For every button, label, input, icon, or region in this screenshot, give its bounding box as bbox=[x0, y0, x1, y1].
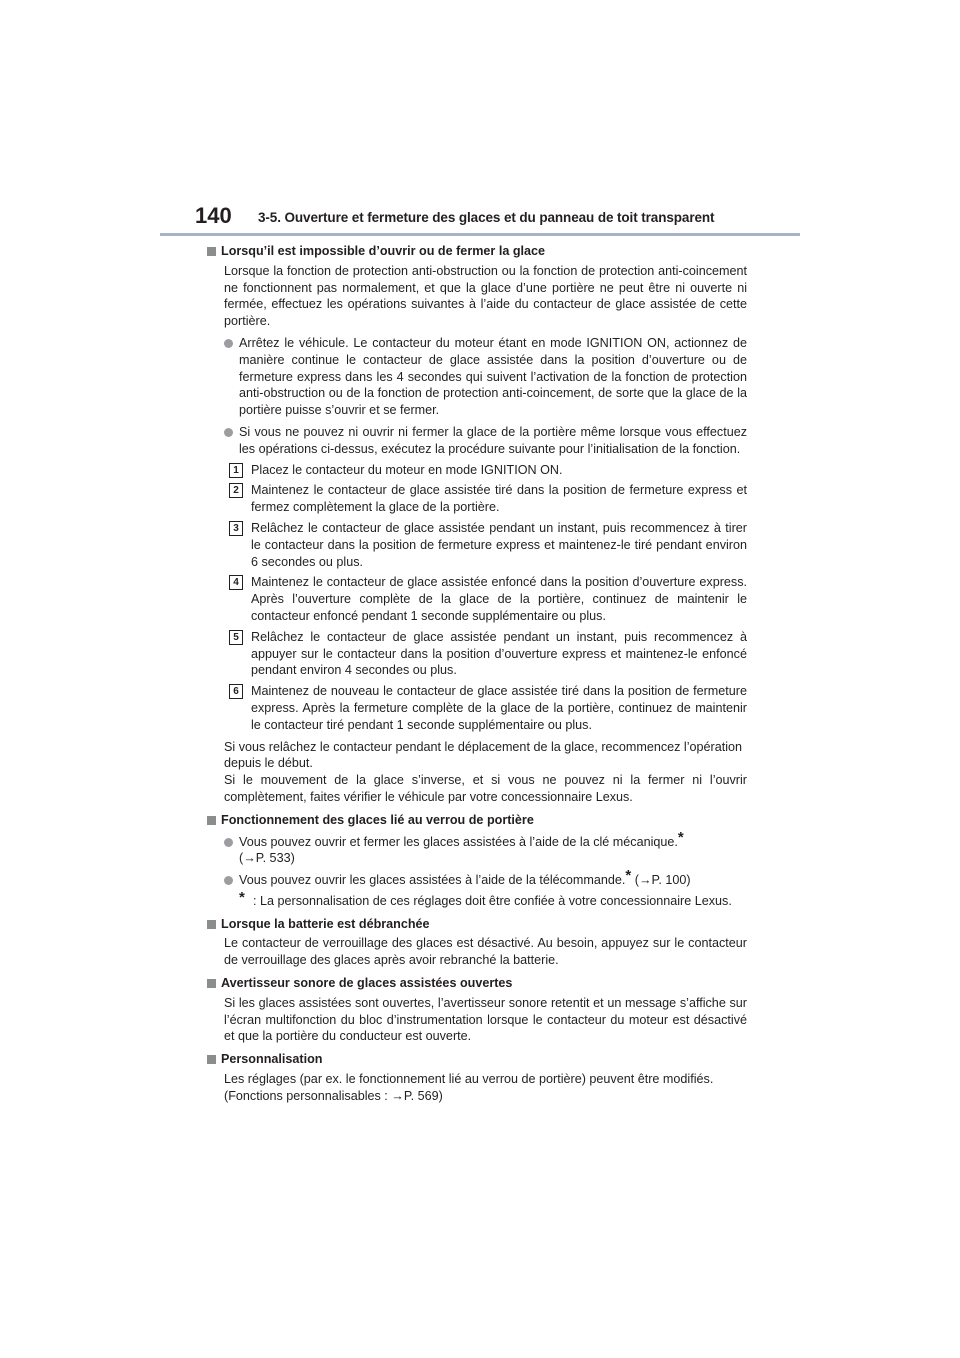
section-open-window-buzzer bbox=[207, 975, 747, 1045]
step-item bbox=[207, 482, 747, 516]
square-bullet-icon bbox=[207, 1055, 216, 1064]
section-door-lock-windows bbox=[207, 812, 747, 910]
page-reference: (→P. 100) bbox=[634, 873, 691, 888]
step-item bbox=[207, 629, 747, 679]
square-bullet-icon bbox=[207, 979, 216, 988]
step-number-box: 5 bbox=[229, 630, 243, 645]
section-heading bbox=[207, 812, 747, 829]
asterisk-mark: * bbox=[677, 828, 684, 846]
step-text: Placez le contacteur du moteur en mode IGNITION ON. bbox=[251, 462, 563, 477]
section-battery-disconnected bbox=[207, 916, 747, 969]
paragraph: Lorsque la fonction de protection anti-obstruction ou la fonction de protection anti-coincement ne fonctionnent pas normalement, et que la glace d’une portière ne peut être ni ouverte ni fermée, effectuez les opérations suivantes à l’aide du contacteur de glace assistée de cette portière. bbox=[224, 263, 747, 329]
step-item bbox=[207, 683, 747, 733]
chapter-title: 3-5. Ouverture et fermeture des glaces et du panneau de toit transparent bbox=[258, 210, 715, 225]
step-text: Maintenez le contacteur de glace assistée enfoncé dans la position d’ouverture express. Après l’ouverture complète de la glace de la portière, continuez de maintenir le contacteur enfoncé pendant 1 seconde supplémentaire ou plus. bbox=[251, 575, 747, 623]
page-content bbox=[207, 243, 747, 1111]
section-title: Lorsqu’il est impossible d’ouvrir ou de fermer la glace bbox=[221, 244, 546, 258]
section-heading bbox=[207, 916, 747, 933]
step-text: Maintenez le contacteur de glace assistée tiré dans la position de fermeture express et fermez complètement la glace de la portière. bbox=[251, 483, 747, 515]
section-title: Fonctionnement des glaces lié au verrou de portière bbox=[221, 812, 534, 827]
circle-bullet-icon bbox=[224, 339, 233, 348]
square-bullet-icon bbox=[207, 247, 216, 256]
section-title: Personnalisation bbox=[221, 1052, 323, 1067]
step-text: Relâchez le contacteur de glace assistée pendant un instant, puis recommencez à tirer le contacteur dans la position de fermeture express et maintenez-le tiré pendant environ 6 secondes ou plus. bbox=[251, 520, 747, 569]
section-title: Lorsque la batterie est débranchée bbox=[221, 916, 430, 931]
asterisk-mark: * bbox=[239, 888, 245, 906]
step-number-box: 6 bbox=[229, 684, 243, 699]
step-item bbox=[207, 574, 747, 624]
paragraph: Si vous relâchez le contacteur pendant le déplacement de la glace, recommencez l’opération depuis le début. bbox=[224, 739, 743, 771]
circle-bullet-icon bbox=[224, 428, 233, 437]
bullet-item bbox=[207, 424, 747, 458]
step-text: Maintenez de nouveau le contacteur de glace assistée tiré dans la position de fermeture express. Après la fermeture complète de la glace de la portière, continuez de maintenir le contacteur tiré pendant 1 seconde supplémentaire ou plus. bbox=[251, 684, 747, 732]
bullet-text: Arrêtez le véhicule. Le contacteur du moteur étant en mode IGNITION ON, actionnez de manière continue le contacteur de glace assistée dans la position d’ouverture ou de fermeture express dans les 4 secondes qui suivent l’activation de la fonction de protection anti-obstruction ou de la fonction de protection anti-coincement, de sorte que la glace de la portière puisse s’ouvrir et se fermer. bbox=[239, 335, 747, 418]
section-heading bbox=[207, 243, 747, 260]
square-bullet-icon bbox=[207, 816, 216, 825]
section-title: Avertisseur sonore de glaces assistées ouvertes bbox=[221, 976, 513, 991]
step-number-box: 2 bbox=[229, 483, 243, 498]
step-item bbox=[207, 462, 747, 479]
paragraph: Les réglages (par ex. le fonctionnement lié au verrou de portière) peuvent être modifiés. bbox=[224, 1072, 714, 1087]
step-text: Relâchez le contacteur de glace assistée pendant un instant, puis recommencez à appuyer sur le contacteur dans la position d’ouverture express et maintenez-le enfoncé pendant environ 4 secondes ou plus. bbox=[251, 629, 747, 678]
bullet-item bbox=[207, 335, 747, 419]
paragraph: (Fonctions personnalisables : →P. 569) bbox=[224, 1088, 443, 1103]
step-number-box: 3 bbox=[229, 521, 243, 536]
bullet-text: Vous pouvez ouvrir et fermer les glaces assistées à l’aide de la clé mécanique. bbox=[239, 834, 678, 849]
step-number-box: 1 bbox=[229, 463, 243, 478]
footnote-text: : La personnalisation de ces réglages doit être confiée à votre concessionnaire Lexus. bbox=[253, 893, 732, 908]
paragraph: Le contacteur de verrouillage des glaces est désactivé. Au besoin, appuyez sur le contacteur de verrouillage des glaces après avoir rebranché la batterie. bbox=[224, 936, 747, 968]
circle-bullet-icon bbox=[224, 876, 233, 885]
bullet-text: Vous pouvez ouvrir les glaces assistées à l’aide de la télécommande. bbox=[239, 873, 626, 888]
paragraph: Si les glaces assistées sont ouvertes, l’avertisseur sonore retentit et un message s’affiche sur l’écran multifonction du bloc d’instrumentation lorsque le contacteur du moteur est désactivé et que la portière du conducteur est ouverte. bbox=[224, 995, 747, 1044]
step-number-box: 4 bbox=[229, 575, 243, 590]
step-item bbox=[207, 520, 747, 570]
bullet-item bbox=[207, 828, 747, 868]
section-heading bbox=[207, 975, 747, 992]
footnote bbox=[207, 888, 747, 910]
header-divider bbox=[160, 233, 800, 236]
asterisk-mark: * bbox=[625, 867, 632, 885]
section-heading bbox=[207, 1051, 747, 1068]
page-header bbox=[195, 203, 800, 233]
page-number: 140 bbox=[195, 203, 232, 228]
page-reference: (→P. 533) bbox=[239, 851, 295, 866]
square-bullet-icon bbox=[207, 920, 216, 929]
section-customization bbox=[207, 1051, 747, 1104]
circle-bullet-icon bbox=[224, 838, 233, 847]
bullet-item bbox=[207, 867, 747, 889]
bullet-text: Si vous ne pouvez ni ouvrir ni fermer la glace de la portière même lorsque vous effectuez les opérations ci-dessus, exécutez la procédure suivante pour l’initialisation de la fonction. bbox=[239, 424, 747, 456]
section-window-failure bbox=[207, 243, 747, 806]
paragraph: Si le mouvement de la glace s’inverse, et si vous ne pouvez ni la fermer ni l’ouvrir complètement, faites vérifier le véhicule par votre concessionnaire Lexus. bbox=[224, 773, 747, 804]
